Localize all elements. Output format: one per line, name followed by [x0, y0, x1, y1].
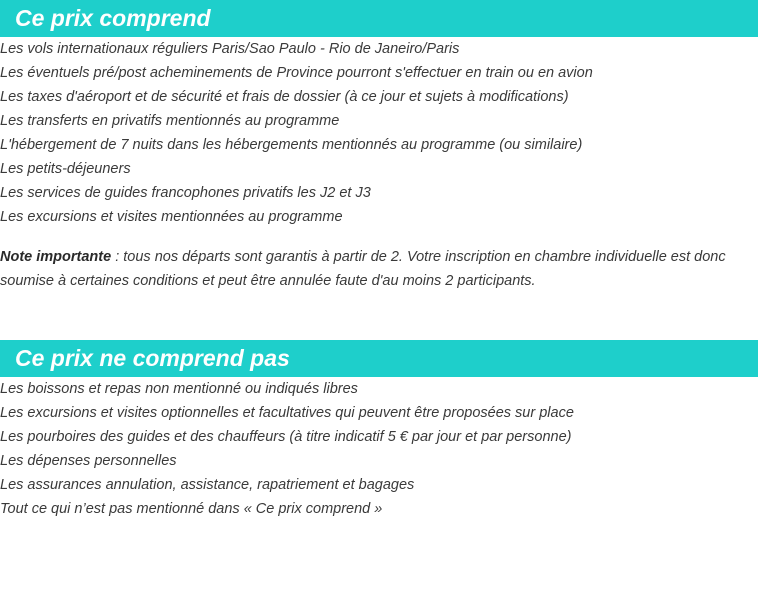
list-item: Tout ce qui n’est pas mentionné dans « Ce prix comprend » [0, 501, 383, 517]
list-item: Les taxes d'aéroport et de sécurité et frais de dossier (à ce jour et sujets à modifications) [0, 89, 569, 105]
list-item: Les assurances annulation, assistance, rapatriement et bagages [0, 477, 415, 493]
list-item: Les excursions et visites optionnelles et facultatives qui peuvent être proposées sur place [0, 405, 574, 421]
excludes-header: Ce prix ne comprend pas [0, 340, 758, 377]
includes-header: Ce prix comprend [0, 0, 758, 37]
list-item: Les éventuels pré/post acheminements de Province pourront s'effectuer en train ou en avion [0, 65, 593, 81]
list-item: Les pourboires des guides et des chauffeurs (à titre indicatif 5 € par jour et par personne) [0, 429, 572, 445]
list-item: Les dépenses personnelles [0, 453, 177, 469]
list-item: Les transferts en privatifs mentionnés au programme [0, 113, 340, 129]
note-label: Note importante [0, 249, 112, 265]
excludes-list [0, 377, 758, 521]
list-item: L'hébergement de 7 nuits dans les hébergements mentionnés au programme (ou similaire) [0, 137, 583, 153]
important-note [0, 245, 740, 293]
includes-list [0, 37, 758, 229]
note-text: : tous nos départs sont garantis à partir de 2. Votre inscription en chambre individuelle est donc soumise à certaines conditions et peut être annulée faute d'au moins 2 participants. [0, 249, 726, 289]
list-item: Les services de guides francophones privatifs les J2 et J3 [0, 185, 371, 201]
list-item: Les petits-déjeuners [0, 161, 131, 177]
list-item: Les vols internationaux réguliers Paris/Sao Paulo - Rio de Janeiro/Paris [0, 41, 460, 57]
list-item: Les boissons et repas non mentionné ou indiqués libres [0, 381, 358, 397]
list-item: Les excursions et visites mentionnées au programme [0, 209, 343, 225]
